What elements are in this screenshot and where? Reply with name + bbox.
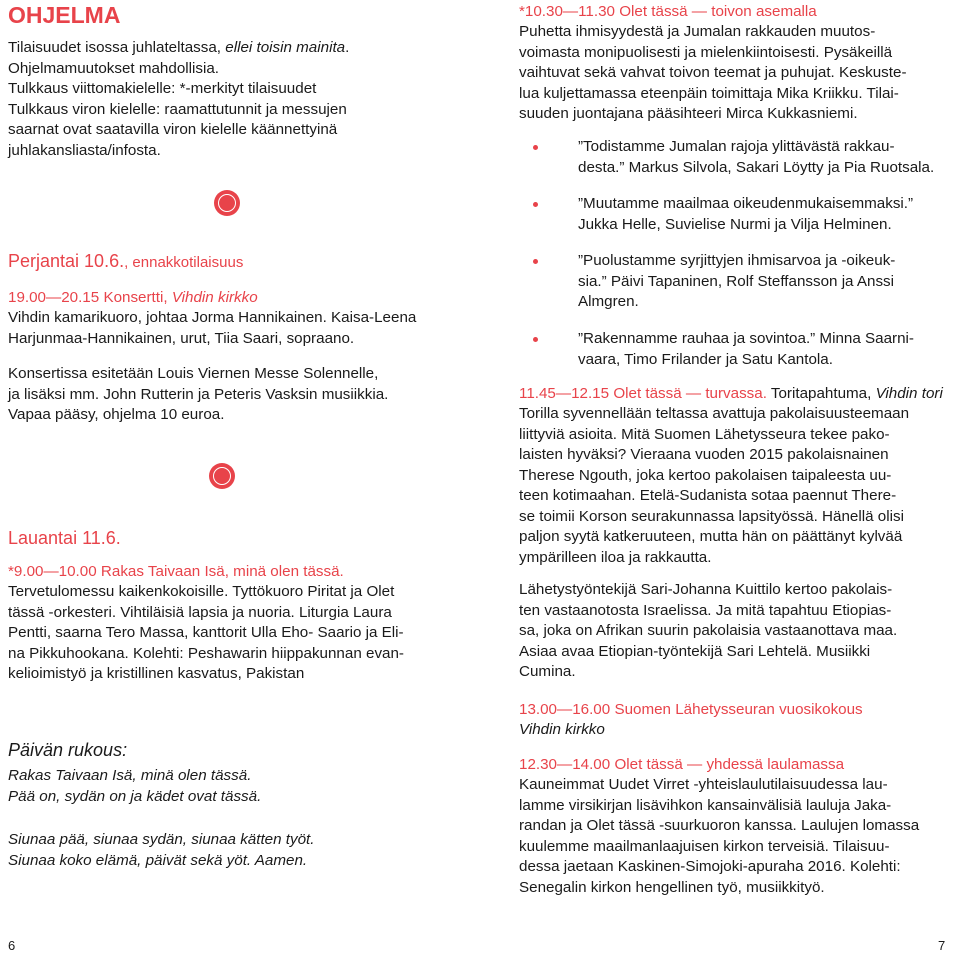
text-line: ”Todistamme Jumalan rajoja ylittävästä rakkau- — [578, 138, 895, 155]
text-line: voimasta monipuolisesti ja mielenkiintoisesti. Pysäkeillä — [519, 43, 893, 61]
text-line: ympärilleen iloa ja rakkautta. — [519, 548, 712, 566]
event-3-place: Vihdin kirkko — [519, 721, 605, 738]
text-line: Torilla syvennellään teltassa avattuja pakolaisuusteemaan — [519, 405, 910, 422]
bullet-item — [578, 137, 934, 178]
text-line: Tervetulomessu kaikenkokoisille. Tyttökuoro Piritat ja Olet — [8, 583, 395, 600]
text-line: suuden juontajana pääsihteeri Mirca Kukkasniemi. — [519, 105, 858, 122]
prayer-heading: Päivän rukous: — [8, 740, 128, 760]
friday-concert-details — [8, 308, 416, 349]
saturday-event-details — [8, 582, 404, 685]
saturday-event-title: *9.00—10.00 Rakas Taivaan Isä, minä olen tässä. — [8, 563, 344, 580]
friday-concert-info — [8, 364, 388, 426]
event-1-details — [519, 22, 907, 125]
saturday-heading: Lauantai 11.6. — [8, 528, 121, 548]
text-line: sia.” Päivi Tapaninen, Rolf Steffansson ja Anssi — [578, 272, 895, 290]
intro-line: Tulkkaus viron kielelle: raamattutunnit ja messujen — [8, 100, 347, 118]
bullet-item — [578, 194, 913, 235]
text-line: sa, joka on Afrikan suurin pakolaisia vastaanottava maa. — [519, 622, 898, 639]
text-line: Konsertissa esitetään Louis Viernen Messe Solennelle, — [8, 365, 379, 382]
text-line: vaihtuvat sekä vahvat toivon teemat ja puhujat. Keskuste- — [519, 64, 907, 81]
text-line: se toimii Korson seurakunnassa lapsityössä. Hänellä olisi — [519, 507, 904, 525]
bullet-item — [578, 329, 914, 370]
text-line: tässä -orkesteri. Vihtiläisiä lapsia ja nuoria. Liturgia Laura — [8, 603, 392, 621]
text-line: Asiaa avaa Etiopian-työntekijä Sari Lehtelä. Musiikki — [519, 642, 871, 660]
text-line: laisten hyväksi? Vieraana vuoden 2015 pakolaisnainen — [519, 446, 889, 463]
intro-line: Ohjelmamuutokset mahdollisia. — [8, 59, 220, 77]
text-line: teen kotimaahan. Etelä-Sudanista sotaa paennut There- — [519, 487, 897, 504]
intro-text — [8, 38, 349, 161]
bullet-item — [578, 251, 895, 313]
text-line: Puhetta ihmisyydestä ja Jumalan rakkauden muutos- — [519, 23, 876, 40]
text-line: randan ja Olet tässä -suurkuoron kanssa. Laulujen lomassa — [519, 817, 920, 834]
text-line: Pentti, saarna Tero Massa, kanttorit Ulla Eho- Saario ja Eli- — [8, 624, 404, 641]
text-line: kuulemme maailmanlaajuisen kirkon terveisiä. Tilaisuu- — [519, 837, 890, 855]
text-line: Almgren. — [578, 293, 639, 310]
text-line: Kauneimmat Uudet Virret -yhteislaulutilaisuudessa lau- — [519, 776, 888, 793]
event-3-title: 13.00—16.00 Suomen Lähetysseuran vuosikokous — [519, 701, 863, 718]
text-line: Pää on, sydän on ja kädet ovat tässä. — [8, 787, 262, 805]
text-line: ”Puolustamme syrjittyjen ihmisarvoa ja -oikeuk- — [578, 252, 896, 269]
text-line: desta.” Markus Silvola, Sakari Löytty ja Pia Ruotsala. — [578, 158, 935, 176]
text-line: Cumina. — [519, 663, 576, 680]
event-1-title: *10.30—11.30 Olet tässä — toivon asemalla — [519, 3, 817, 20]
text-line: Vapaa pääsy, ohjelma 10 euroa. — [8, 406, 225, 423]
text-line: Senegalin kirkon hengellinen työ, musiikkityö. — [519, 878, 825, 896]
prayer-lines — [8, 766, 261, 807]
event-2-title: 11.45—12.15 Olet tässä — turvassa. Toritapahtuma, Vihdin tori — [519, 385, 943, 402]
text-line: na Pikkuhookana. Kolehti: Peshawarin hiippakunnan evan- — [8, 644, 404, 662]
event-4-title: 12.30—14.00 Olet tässä — yhdessä laulamassa — [519, 756, 845, 773]
intro-line: Tilaisuudet isossa juhlateltassa, ellei toisin mainita. — [8, 39, 350, 56]
event-2-details — [519, 404, 909, 568]
text-line: Siunaa koko elämä, päivät sekä yöt. Aamen. — [8, 851, 308, 869]
text-line: vaara, Timo Frilander ja Satu Kantola. — [578, 350, 833, 368]
text-line: lua kuljettamassa eteenpäin toimittaja Mika Kriikku. Tilai- — [519, 84, 899, 102]
prayer-lines-2 — [8, 830, 315, 871]
page-number-left: 6 — [8, 938, 16, 953]
intro-line: juhlakansliasta/infosta. — [8, 141, 161, 159]
bullet-icon — [533, 202, 538, 207]
text-line: ten vastaanotosta Israelissa. Ja mitä tapahtuu Etiopias- — [519, 601, 892, 619]
intro-line: saarnat ovat saatavilla viron kielelle käännettyinä — [8, 121, 338, 138]
bullet-icon — [533, 259, 538, 264]
text-line: lamme virsikirjan lisävihkon kansainvälisiä lauluja Jaka- — [519, 796, 892, 814]
text-line: dessa jaetaan Kaskinen-Simojoki-apuraha 2016. Kolehti: — [519, 858, 901, 875]
text-line: Siunaa pää, siunaa sydän, siunaa kätten työt. — [8, 831, 315, 848]
text-line: Therese Ngouth, joka kertoo pakolaisen taipaleesta uu- — [519, 466, 892, 484]
text-line: Vihdin kamarikuoro, johtaa Jorma Hannikainen. Kaisa-Leena — [8, 309, 417, 326]
bullet-icon — [533, 145, 538, 150]
red-dot-icon — [209, 463, 235, 489]
friday-concert-title: 19.00—20.15 Konsertti, Vihdin kirkko — [8, 289, 258, 306]
bullet-icon — [533, 337, 538, 342]
text-line: paljon syytä katkeruuteen, mutta hän on päättänyt kylvää — [519, 528, 903, 545]
text-line: Rakas Taivaan Isä, minä olen tässä. — [8, 767, 252, 784]
text-line: kelioimistyö ja kristillinen kasvatus, Pakistan — [8, 665, 305, 682]
text-line: ”Rakennamme rauhaa ja sovintoa.” Minna Saarni- — [578, 330, 914, 347]
page-number-right: 7 — [938, 938, 946, 953]
intro-line: Tulkkaus viittomakielelle: *-merkityt tilaisuudet — [8, 80, 317, 97]
page-title: OHJELMA — [8, 2, 121, 28]
friday-heading: Perjantai 10.6., ennakkotilaisuus — [8, 251, 244, 271]
text-line: Jukka Helle, Suvielise Nurmi ja Vilja Helminen. — [578, 215, 892, 233]
event-2-details-2 — [519, 580, 897, 683]
text-line: Harjunmaa-Hannikainen, urut, Tiia Saari, sopraano. — [8, 329, 355, 347]
text-line: ”Muutamme maailmaa oikeudenmukaisemmaksi.” — [578, 195, 914, 212]
text-line: ja lisäksi mm. John Rutterin ja Peteris Vasksin musiikkia. — [8, 385, 389, 403]
event-4-details — [519, 775, 919, 898]
text-line: Lähetystyöntekijä Sari-Johanna Kuittilo kertoo pakolais- — [519, 581, 893, 598]
red-dot-icon — [214, 190, 240, 216]
text-line: liittyviä asioita. Mitä Suomen Lähetysseura tekee pako- — [519, 425, 890, 443]
